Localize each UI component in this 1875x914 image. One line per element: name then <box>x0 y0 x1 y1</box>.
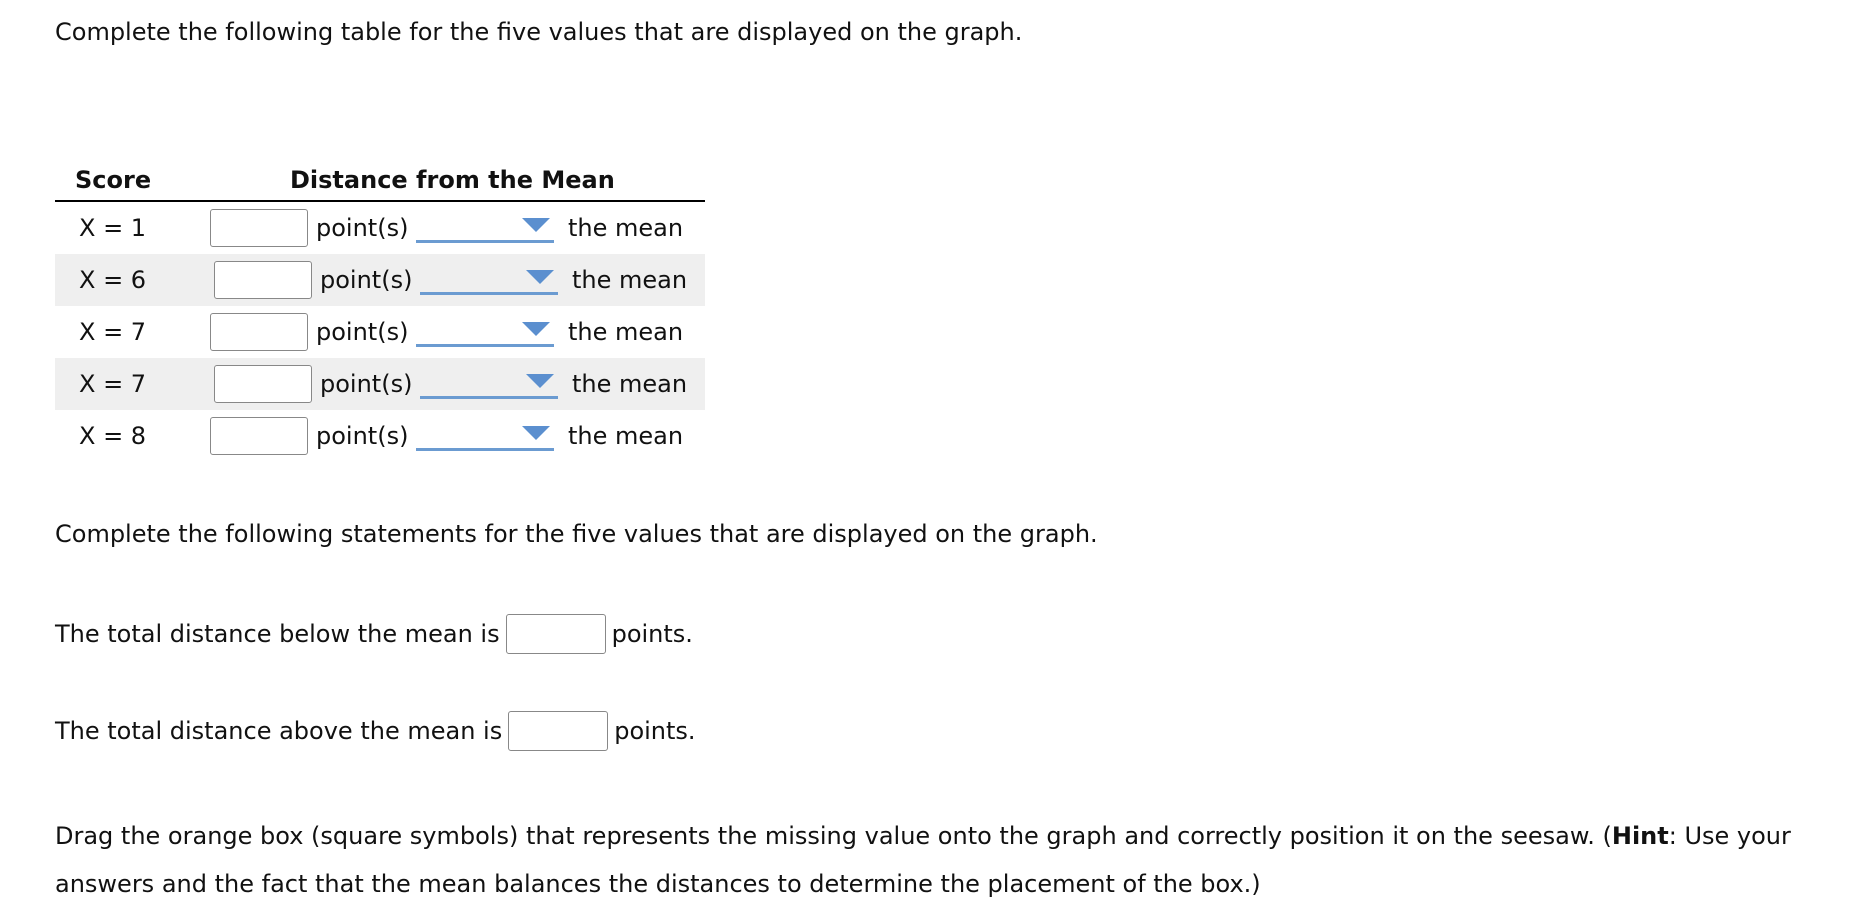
score-cell: X = 7 <box>79 318 147 346</box>
below-mean-statement <box>55 614 693 654</box>
below-mean-input[interactable] <box>506 614 606 654</box>
unit-label: point(s) <box>320 266 413 294</box>
unit-label: point(s) <box>320 370 413 398</box>
mean-label: the mean <box>568 422 684 450</box>
score-cell: X = 6 <box>55 254 210 306</box>
above-mean-label: The total distance above the mean is <box>55 717 503 745</box>
distance-input[interactable] <box>210 313 308 351</box>
above-mean-statement <box>55 711 696 751</box>
table-row <box>55 410 705 462</box>
above-mean-input[interactable] <box>508 711 608 751</box>
table-row <box>55 358 705 410</box>
chevron-down-icon <box>522 322 550 336</box>
direction-dropdown[interactable] <box>420 370 558 399</box>
direction-dropdown[interactable] <box>416 214 554 243</box>
unit-label: point(s) <box>316 214 409 242</box>
mean-label: the mean <box>568 318 684 346</box>
score-cell: X = 8 <box>79 422 147 450</box>
table-row <box>55 306 705 358</box>
above-mean-unit: points. <box>614 717 696 745</box>
unit-label: point(s) <box>316 318 409 346</box>
direction-dropdown[interactable] <box>416 318 554 347</box>
distance-input[interactable] <box>214 261 312 299</box>
distance-input[interactable] <box>210 417 308 455</box>
statements-instruction: Complete the following statements for the five values that are displayed on the graph. <box>55 520 1098 548</box>
unit-label: point(s) <box>316 422 409 450</box>
distance-input[interactable] <box>210 209 308 247</box>
mean-label: the mean <box>572 266 688 294</box>
hint-label: Hint <box>1611 822 1669 850</box>
direction-dropdown[interactable] <box>416 422 554 451</box>
score-cell: X = 1 <box>79 214 147 242</box>
chevron-down-icon <box>522 426 550 440</box>
table-row <box>55 201 705 254</box>
distance-table <box>55 160 705 462</box>
chevron-down-icon <box>526 374 554 388</box>
table-row <box>55 254 705 306</box>
mean-label: the mean <box>568 214 684 242</box>
distance-header: Distance from the Mean <box>210 160 705 201</box>
chevron-down-icon <box>522 218 550 232</box>
below-mean-label: The total distance below the mean is <box>55 620 500 648</box>
drag-text-part2: : Use your answers and the fact that the mean balances the distances to determine the placement of the box.) <box>55 822 1791 898</box>
distance-input[interactable] <box>214 365 312 403</box>
score-header: Score <box>55 160 210 201</box>
below-mean-unit: points. <box>611 620 693 648</box>
score-cell: X = 7 <box>55 358 210 410</box>
direction-dropdown[interactable] <box>420 266 558 295</box>
drag-instruction <box>55 812 1835 908</box>
drag-text-part1: Drag the orange box (square symbols) that represents the missing value onto the graph and correctly position it on the seesaw. ( <box>55 822 1612 850</box>
mean-label: the mean <box>572 370 688 398</box>
table-instruction: Complete the following table for the five values that are displayed on the graph. <box>55 18 1023 46</box>
chevron-down-icon <box>526 270 554 284</box>
